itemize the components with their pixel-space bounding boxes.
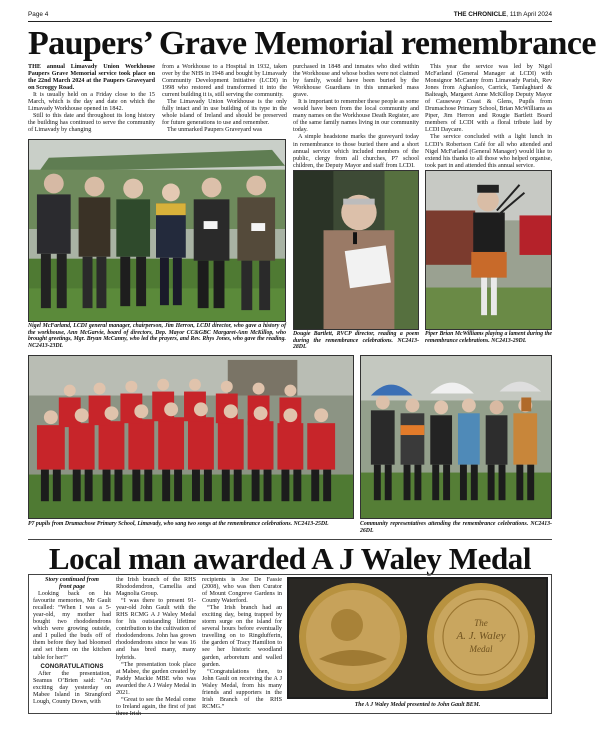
caption-piper: Piper Brian McWilliams playing a lament during the remembrance celebrations. NC2413-29DL: [425, 331, 552, 344]
issue-date: , 11th April 2024: [506, 10, 552, 18]
story2-subhead: CONGRATULATIONS: [40, 663, 104, 670]
photo-medal-image: [287, 577, 548, 699]
story2-paragraph: “The Irish branch had an exciting day, being trapped by storm surge on the island for several hours before eventually travelling on to Ringdufferin, the garden of Tracy Hamilton to see her historic woodland garden, arboretum and walled garden.: [202, 605, 282, 668]
masthead-rule: [28, 21, 552, 22]
paper-dateline: [454, 11, 552, 18]
story2-paragraph: recipients is Joe De Fassie (2008), who was then Curator of Mount Congreve Gardens in County Waterford.: [202, 577, 282, 605]
story2-paragraph: Looking back on his favourite memories, Mr Gault recalled: “When I was a 5-year-old, my mother had bought two rhododendrons which were growing outside, and I pulled the buds off of them before they had bloomed and set them on the kitchen table for her!”: [33, 591, 111, 661]
story1-column-4: [425, 64, 552, 169]
story1-paragraph: purchased in 1848 and inmates who died within the Workhouse and whose bodies were not claimed by family, would have been buried by the Workhouse Guardians in this unmarked mass grave.: [293, 64, 419, 99]
photo-group-dignitaries: [28, 139, 286, 322]
story1-paragraph: It is usually held on a Friday close to the 15 March, which is the day and date on which the Limavady Workhouse opened in 1842.: [28, 92, 155, 113]
caption-man-reading: Dougie Bartlett, RVCP director, reading a poem during the remembrance celebrations. NC2413-28DL: [293, 331, 419, 350]
story2-column-1: [33, 577, 111, 711]
section-divider: [28, 539, 552, 540]
story1-column-1: [28, 64, 155, 138]
caption-dignitaries: Nigel McFarland, LCDI general manager, chairperson, Jim Herron, LCDI director, who gave a history of the workhouse, Ann McGarvie, board of directors, Dep. Mayor CC&GBC Margaret-Ann McKillop, who brought greetings, Mgr. Bryan McCanny, who led the prayers, and Rev. Rhys Jones, who gave the reading. NC2413-23DL: [28, 323, 286, 349]
story1-lead-paragraph: THE annual Limavady Union Workhouse Paupers Grave Memorial service took place on the 22nd March 2024 at the Paupers Graveyard on Scroggy Road.: [28, 64, 155, 92]
page-number: Page 4: [28, 10, 49, 18]
medal-inscription-line-2: A. J. Waley: [456, 630, 506, 642]
story2-paragraph: “I was there to present 91-year-old John Gault with the RHS RCMG A J Waley Medal for his outstanding lifetime contribution to the cultivation of rhododendrons. John has grown rhododendrons since he was 16 and has bred many, many hybrids.: [116, 598, 196, 661]
photo-piper-image: [426, 171, 551, 329]
story2-paragraph: “Congratulations then, to John Gault on receiving the A J Waley Medal, from his many friends and supporters in the Irish Branch of the RHS RCMG.”: [202, 668, 282, 710]
masthead: [28, 8, 552, 20]
story1-column-3: [293, 64, 419, 169]
story2-paragraph: the Irish branch of the RHS Rhododendron, Camellia and Magnolia Group.: [116, 577, 196, 598]
photo-piper: [425, 170, 552, 330]
medal-inscription-line-1: The: [474, 618, 488, 628]
story1-paragraph: This year the service was led by Nigel McFarland (General Manager at LCDI) with Monsignor McCanny from Limavady Parish, Rev Jones from Aghanloo, Carrick, Tamlaghtard & Balteagh, Margaret Anne McKillop Deputy Mayor of Causeway Coast & Glens, Pupils from Drumachose Primary School, Brian McWilliams as Piper, Jim Herron and Rougie Bartlett Board members of LCDI with a floral tribute laid by LCDI Daycare.: [425, 64, 552, 134]
caption-medal: The A J Waley Medal presented to John Gault BEM.: [354, 702, 481, 708]
paper-name: THE CHRONICLE: [453, 10, 507, 18]
story1-column-2: [162, 64, 287, 138]
story2-column-3: [202, 577, 282, 711]
caption-school-children: P7 pupils from Drumachose Primary School, Limavady, who sang two songs at the remembrance celebrations. NC2413-25DL: [28, 521, 329, 527]
story1-paragraph: A simple headstone marks the graveyard today in remembrance to those buried there and a short annual service which included members of the public, clergy from all churches, P7 school children, the Deputy Mayor and staff from LCDI.: [293, 134, 419, 169]
photo-group-dignitaries-image: [29, 140, 285, 321]
story2-paragraph: After the presentation, Seamus O’Brien said: “An exciting day yesterday on Mabee Island in Strangford Lough, County Down, with: [33, 670, 111, 705]
photo-man-reading-image: [294, 171, 418, 329]
story2-kicker: front page: [58, 584, 86, 591]
story1-paragraph: It is important to remember these people as some would have been from the local community and many names on the Workhouse Death Register, are of the same family names living in our community today.: [293, 99, 419, 134]
medal-inscription-line-3: Medal: [469, 644, 493, 654]
story1-paragraph: The service concluded with a light lunch in LCDI’s Robertson Café for all who attended and Nigel McFarland (General Manager) would like to extend his thanks to all those who helped organise, took part in and attended this annual service.: [425, 134, 552, 169]
photo-community-representatives: [360, 355, 552, 519]
story2-column-2: [116, 577, 196, 717]
photo-school-children: [28, 355, 354, 519]
photo-man-reading: [293, 170, 419, 330]
story2-paragraph: “The presentation took place at Mabee, the garden created by Paddy Mackie MBE who was awarded the A J Waley Medal in 2021.: [116, 661, 196, 696]
story1-headline: Paupers’ Grave Memorial remembrance: [28, 25, 596, 62]
story1-paragraph: Still to this date and throughout its long history the building has continued to serve the community of Limavady by changing: [28, 113, 155, 134]
story2-paragraph: “Great to see the Medal come to Ireland again, the first of just three Irish: [116, 696, 196, 717]
story2-headline: Local man awarded A J Waley Medal: [48, 541, 532, 576]
story1-paragraph: The Limavady Union Workhouse is the only fully intact and in use building of its type in the whole island of Ireland and should be preserved for future generations to use and remember.: [162, 99, 287, 127]
story1-paragraph: The unmarked Paupers Graveyard was: [167, 127, 263, 134]
caption-community-representatives: Community representatives attending the remembrance celebrations. NC2413-26DL: [360, 521, 552, 534]
photo-community-representatives-image: [361, 356, 551, 518]
story2-kicker: Story continued from: [45, 577, 99, 583]
photo-school-children-image: [29, 356, 353, 518]
photo-medal: [287, 577, 548, 699]
story1-paragraph: from a Workhouse to a Hospital in 1932, taken over by the NHS in 1948 and bought by Limavady Community Development Initiative (LCDI) in 1998 who restored and transformed it into the current building it is, still serving the community.: [162, 64, 287, 99]
